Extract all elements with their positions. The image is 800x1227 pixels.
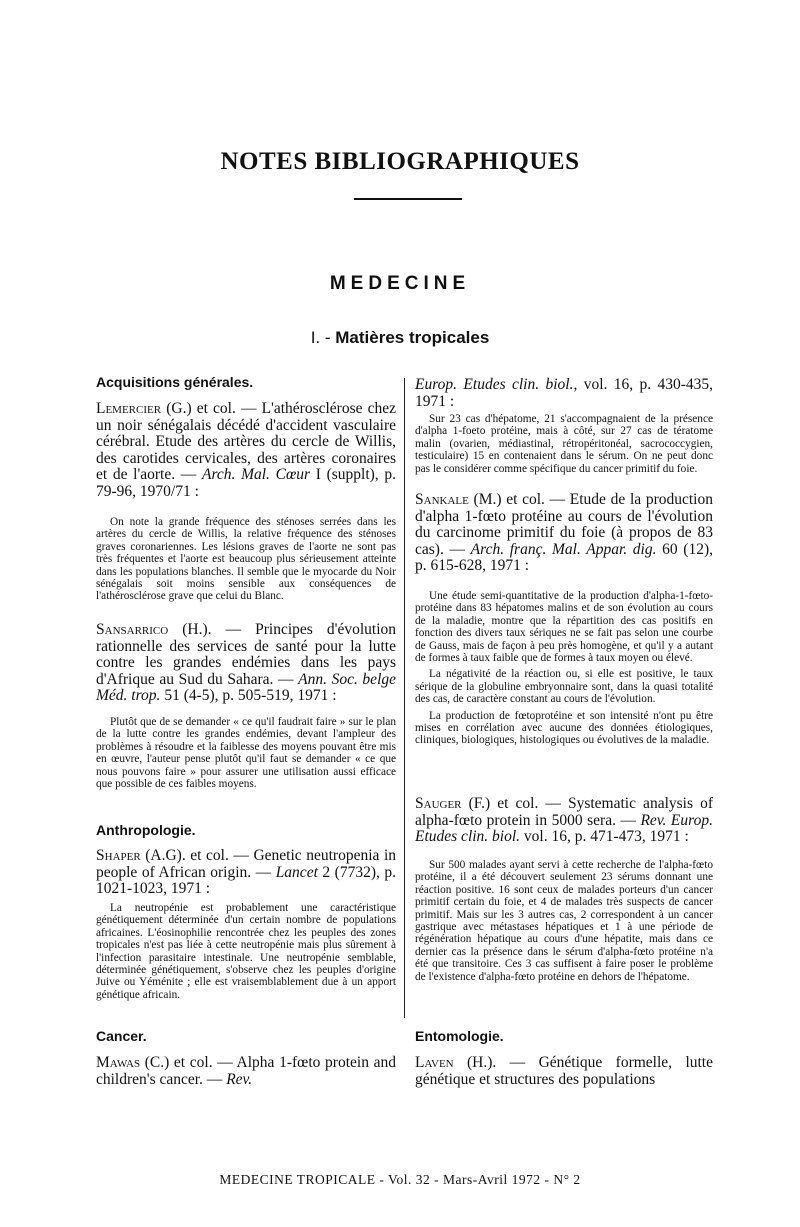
author: Shaper xyxy=(96,847,141,864)
entry-text: (A.G). et col. — Genetic neutropenia in people of African origin. — xyxy=(96,847,396,881)
entry-continued xyxy=(415,377,713,410)
journal: Rev. xyxy=(226,1070,253,1088)
summary-sankale xyxy=(415,590,713,751)
section-heading: MEDECINE xyxy=(329,273,471,294)
title-rule xyxy=(354,198,462,200)
journal: Lancet xyxy=(275,863,318,881)
author: Laven xyxy=(415,1054,454,1071)
entry-text: (G.) et col. — L'athérosclérose chez un noir sénégalais décédé d'accident vasculaire cérébral. Etude des artères du cercle de Willis, des carotides cervicales, des artères coronaires et de l'aorte. — xyxy=(96,400,396,483)
subsection-title: Matières tropicales xyxy=(335,328,490,347)
entry-text: (H.). — Génétique formelle, lutte génétique et structures des populations xyxy=(415,1054,713,1088)
entry-shaper xyxy=(96,848,396,898)
entry-laven xyxy=(415,1055,713,1088)
summary-paragraph: Une étude semi-quantitative de la production d'alpha-1-fœto-protéine dans 83 hépatomes malins et de son évolution au cours de la maladie, montre que la répartition des cas positifs en fonction des divers taux sériques ne se fait pas selon une courbe de Gauss, mais de façon à peu près homogène, et qu'il y a autant de formes à taux faible que de formes à taux moyen ou élevé. xyxy=(415,590,713,665)
reference: , vol. 16, p. 430-435, 1971 : xyxy=(415,376,714,410)
reference: vol. 16, p. 471-473, 1971 : xyxy=(520,828,689,845)
heading-cancer: Cancer. xyxy=(96,1028,147,1044)
entry-text: (F.) et col. — Systematic analysis of alpha-fœto protein in 5000 sera. — xyxy=(415,795,713,829)
author: Sauger xyxy=(415,795,462,812)
entry-text: (C.) et col. — Alpha 1-fœto protein and children's cancer. — xyxy=(96,1054,396,1088)
summary-continued: Sur 23 cas d'hépatome, 21 s'accompagnaient de la présence d'alpha 1-foeto protéine, mais à côté, sur 27 cas de tératome malin (ovarien, médiastinal, rétropéritonéal, sacrococcygien, testiculaire) 15 en contenaient dans le sérum. On ne peut donc pas le considérer comme spécifique du cancer primitif du foie. xyxy=(415,413,713,475)
heading-anthropologie: Anthropologie. xyxy=(96,822,196,838)
summary-paragraph: La négativité de la réaction ou, si elle est positive, le taux sérique de la globuline embryonnaire sont, dans la quasi totalité des cas, de caractère constant au cours de l'évolution. xyxy=(415,668,713,706)
summary-lemercier: On note la grande fréquence des sténoses serrées dans les artères du cercle de Willis, la relative fréquence des sténoses graves coronariennes. Les lésions graves de l'aorte ne sont pas très fréquentes et l'aorte est beaucoup plus sérieusement atteinte dans les populations blanches. Il semble que le myocarde du Noir sénégalais soit moins sensible aux conséquences de l'athérosclérose grave que celui du Blanc. xyxy=(96,516,396,603)
summary-sauger: Sur 500 malades ayant servi à cette recherche de l'alpha-fœto protéine, il a été découvert seulement 23 sérums donnant une réaction positive. 16 sont ceux de malades porteurs d'un cancer primitif certain du foie, et 4 de malades très suspects de cancer primitif. Mais sur les 3 autres cas, 2 correspondent à un cancer gastrique avec métastases hépatiques et 1 à une période de régénération hépatique au cours d'une hépatite, mais dans ce dernier cas la présence dans le sérum d'alpha-fœto protéine n'a été que transitoire. Ces 3 cas suffisent à faire poser le problème de l'existence d'alpha-fœto protéine en dehors de l'hépatome. xyxy=(415,859,713,983)
journal: Rev. Europ. Etudes clin. biol. xyxy=(415,811,713,845)
journal: Arch. franç. Mal. Appar. dig. xyxy=(470,540,657,558)
journal: Europ. Etudes clin. biol. xyxy=(415,376,574,393)
summary-paragraph: La production de fœtoprotéine et son intensité n'ont pu être mises en corrélation avec aucune des données étiologiques, cliniques, biologiques, histologiques ou évolutives de la maladie. xyxy=(415,709,713,747)
heading-entomologie: Entomologie. xyxy=(415,1028,504,1044)
entry-text: (M.) et col. — Etude de la production d'alpha 1-fœto protéine au cours de l'évolution du carcinome primitif du foie (à propos de 83 cas). — xyxy=(415,491,713,558)
entry-text: (H.). — Principes d'évolution rationnelle des services de santé pour la lutte contre les grandes endémies dans les pays d'Afrique au Sud du Sahara. — xyxy=(96,621,396,688)
entry-sauger xyxy=(415,796,713,846)
summary-sansarrico: Plutôt que de se demander « ce qu'il faudrait faire » sur le plan de la lutte contre les grandes endémies, devant l'ampleur des problèmes à résoudre et la faiblesse des moyens pouvant être mis en œuvre, l'auteur pense plutôt qu'il faut se demander « ce que nous pouvons faire » pour assurer une utilisation aussi efficace que possible de ces faibles moyens. xyxy=(96,716,396,791)
author: Sankale xyxy=(415,491,469,508)
entry-sansarrico xyxy=(96,622,396,705)
column-divider xyxy=(404,378,405,1018)
author: Lemercier xyxy=(96,400,162,417)
author: Mawas xyxy=(96,1054,141,1071)
summary-shaper: La neutropénie est probablement une caractéristique génétiquement déterminée d'un certain nombre de populations africaines. L'éosinophilie rencontrée chez les peuples des zones tropicales n'est pas liée à cette neutropénie mais plus sûrement à l'infection parasitaire intestinale. Une neutropénie semblable, déterminée génétiquement, s'observe chez les peuples d'origine Juive ou Yéménite ; elle est vraisemblablement due à un apport génétique africain. xyxy=(96,902,396,1001)
entry-sankale xyxy=(415,492,713,575)
subsection-number: I. - xyxy=(310,328,336,347)
subsection-heading xyxy=(0,328,800,348)
journal: Arch. Mal. Cœur xyxy=(201,466,311,483)
reference: I (supplt), p. 79-96, 1970/71 : xyxy=(96,466,396,500)
page-title: NOTES BIBLIOGRAPHIQUES xyxy=(220,148,580,175)
journal: Ann. Soc. belge Méd. trop. xyxy=(96,670,396,704)
heading-acquisitions: Acquisitions générales. xyxy=(96,374,254,390)
reference: 60 (12), p. 615-628, 1971 : xyxy=(415,540,714,574)
entry-mawas xyxy=(96,1055,396,1088)
author: Sansarrico xyxy=(96,621,169,638)
entry-lemercier xyxy=(96,401,396,500)
page-footer: MEDECINE TROPICALE - Vol. 32 - Mars-Avril 1972 - N° 2 xyxy=(219,1172,581,1187)
reference: 2 (7732), p. 1021-1023, 1971 : xyxy=(96,863,396,897)
reference: 51 (4-5), p. 505-519, 1971 : xyxy=(160,687,337,704)
